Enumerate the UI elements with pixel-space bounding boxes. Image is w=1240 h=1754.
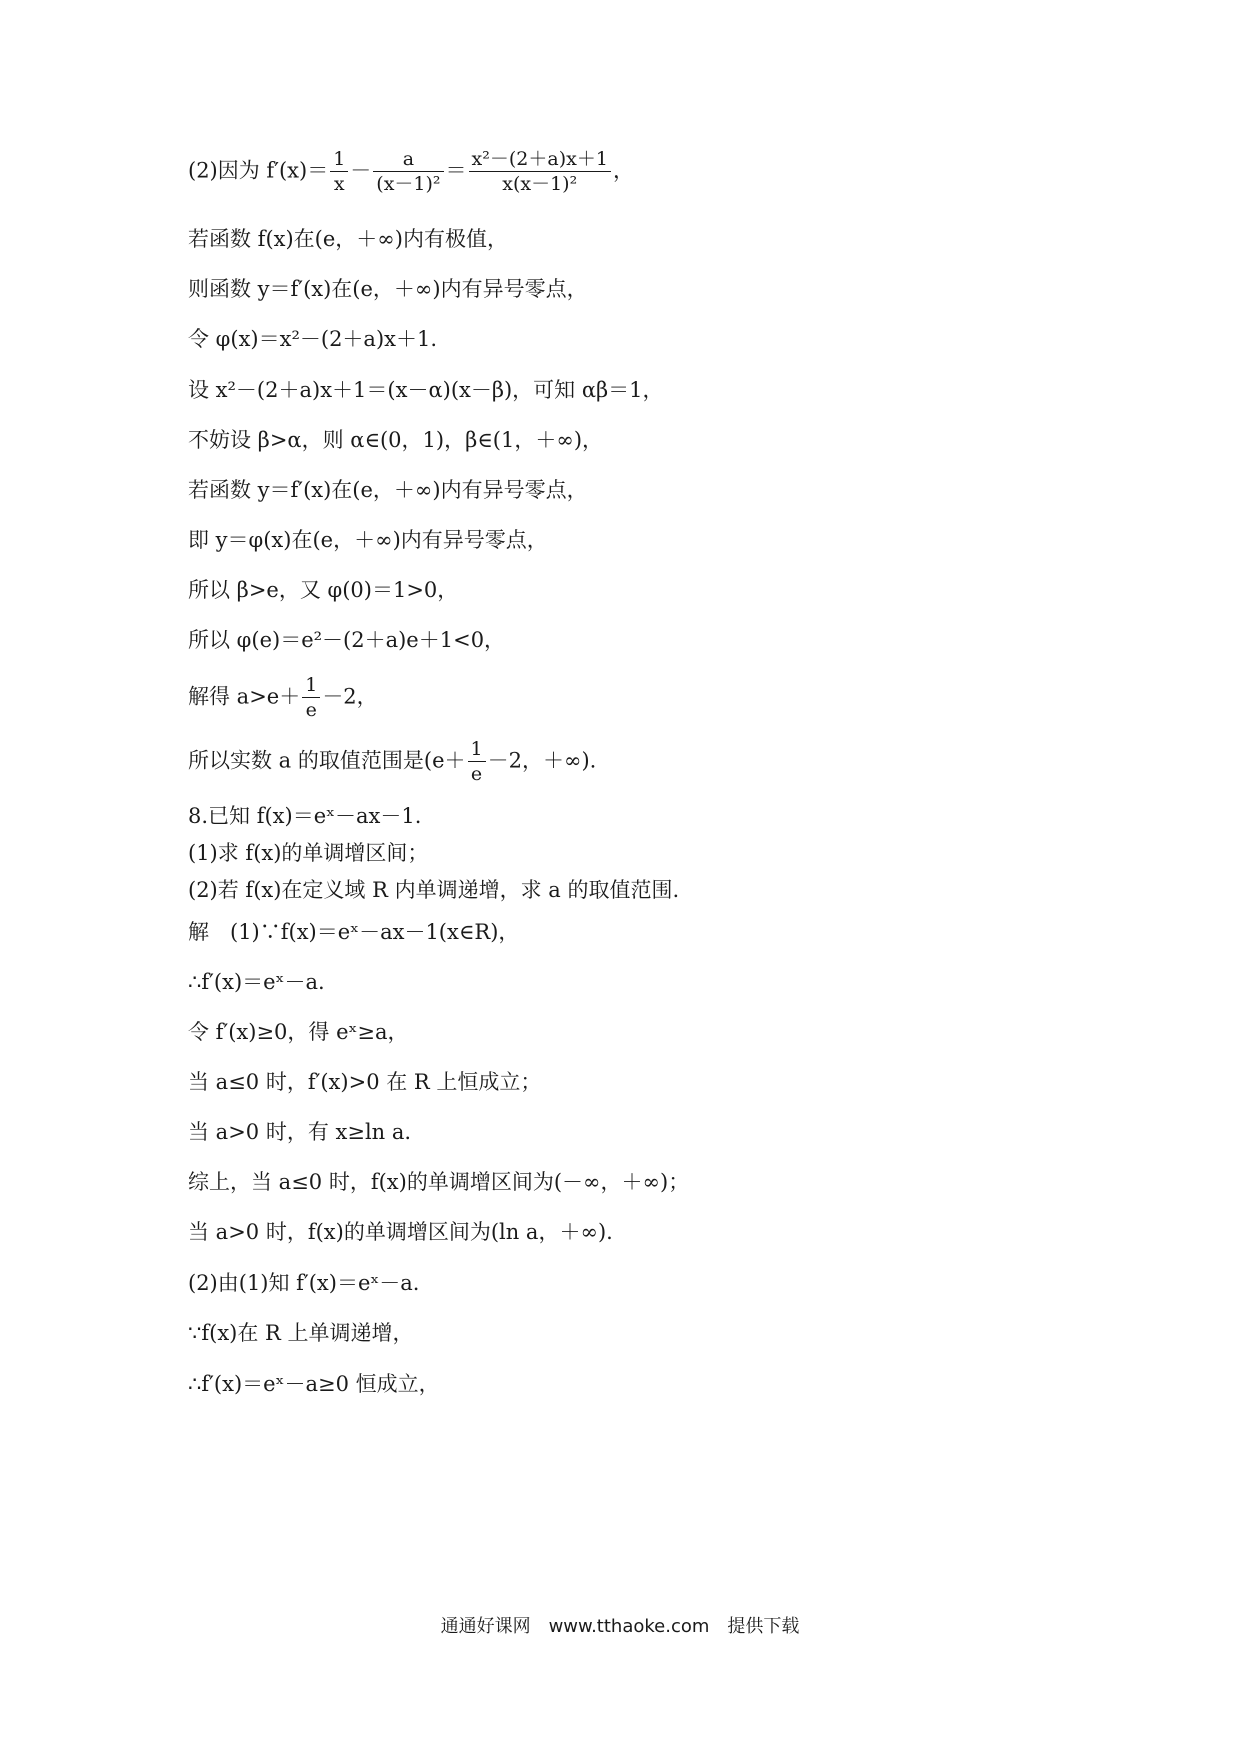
- text-line: ∴f′(x)＝eˣ－a≥0 恒成立，: [188, 1372, 440, 1396]
- text-line: (2)由(1)知 f′(x)＝eˣ－a.: [188, 1271, 420, 1295]
- fraction: [468, 740, 486, 784]
- text-line: 设 x²－(2＋a)x＋1＝(x－α)(x－β)，可知 αβ＝1，: [188, 378, 664, 402]
- text-line: 若函数 y＝f′(x)在(e，＋∞)内有异号零点，: [188, 478, 588, 502]
- text-line: 令 f′(x)≥0，得 eˣ≥a，: [188, 1020, 409, 1044]
- equation-suffix: ，: [612, 158, 634, 183]
- fraction-denominator: (x－1)²: [376, 173, 441, 195]
- fraction: [373, 150, 443, 194]
- fraction: [330, 150, 348, 194]
- text-line: 所以 β>e，又 φ(0)＝1>0，: [188, 578, 459, 602]
- problem-part: (2)若 f(x)在定义域 R 内单调递增，求 a 的取值范围.: [188, 878, 680, 902]
- text-line: 则函数 y＝f′(x)在(e，＋∞)内有异号零点，: [188, 277, 588, 301]
- fraction-denominator: x(x－1)²: [502, 173, 578, 195]
- text-line: ∴f′(x)＝eˣ－a.: [188, 970, 325, 994]
- text-line: 所以 φ(e)＝e²－(2＋a)e＋1<0，: [188, 628, 506, 652]
- text-line: 综上，当 a≤0 时，f(x)的单调增区间为(－∞，＋∞)；: [188, 1170, 690, 1194]
- text-line: ∵f(x)在 R 上单调递增，: [188, 1321, 414, 1345]
- equation-prefix: (2)因为 f′(x)＝: [188, 158, 329, 183]
- text-line: 若函数 f(x)在(e，＋∞)内有极值，: [188, 227, 508, 251]
- text-line: 当 a≤0 时，f′(x)>0 在 R 上恒成立；: [188, 1070, 542, 1094]
- fraction-numerator: x²－(2＋a)x＋1: [469, 150, 611, 172]
- fraction: [469, 150, 611, 194]
- text-line: 解 (1)∵f(x)＝eˣ－ax－1(x∈R)，: [188, 920, 520, 944]
- fraction: [302, 676, 320, 720]
- derivative-equation: [188, 150, 634, 194]
- range-result: [188, 740, 596, 784]
- equation-prefix: 解得 a>e＋: [188, 684, 301, 709]
- text-line: 令 φ(x)＝x²－(2＋a)x＋1.: [188, 327, 438, 351]
- fraction-denominator: x: [333, 173, 345, 195]
- fraction-numerator: 1: [302, 676, 320, 698]
- text-line: 当 a>0 时，有 x≥ln a.: [188, 1120, 412, 1144]
- solution-inequality: [188, 676, 378, 720]
- text-line: 当 a>0 时，f(x)的单调增区间为(ln a，＋∞).: [188, 1220, 613, 1244]
- fraction-numerator: 1: [468, 740, 486, 762]
- equation-suffix: －2，＋∞).: [487, 748, 597, 773]
- fraction-denominator: e: [305, 699, 317, 721]
- equation-suffix: －2，: [322, 684, 378, 709]
- page-footer: 通通好课网 www.tthaoke.com 提供下载: [440, 1616, 800, 1637]
- text-line: 不妨设 β>α，则 α∈(0，1)，β∈(1，＋∞)，: [188, 428, 604, 452]
- fraction-numerator: a: [373, 150, 443, 172]
- problem-title: 8.已知 f(x)＝eˣ－ax－1.: [188, 804, 422, 828]
- fraction-denominator: e: [470, 763, 483, 785]
- text-line: 即 y＝φ(x)在(e，＋∞)内有异号零点，: [188, 528, 548, 552]
- equals-sign: ＝: [445, 158, 467, 183]
- problem-part: (1)求 f(x)的单调增区间；: [188, 841, 429, 865]
- fraction-numerator: 1: [330, 150, 348, 172]
- equation-prefix: 所以实数 a 的取值范围是(e＋: [188, 748, 466, 773]
- minus-sign: －: [350, 158, 372, 183]
